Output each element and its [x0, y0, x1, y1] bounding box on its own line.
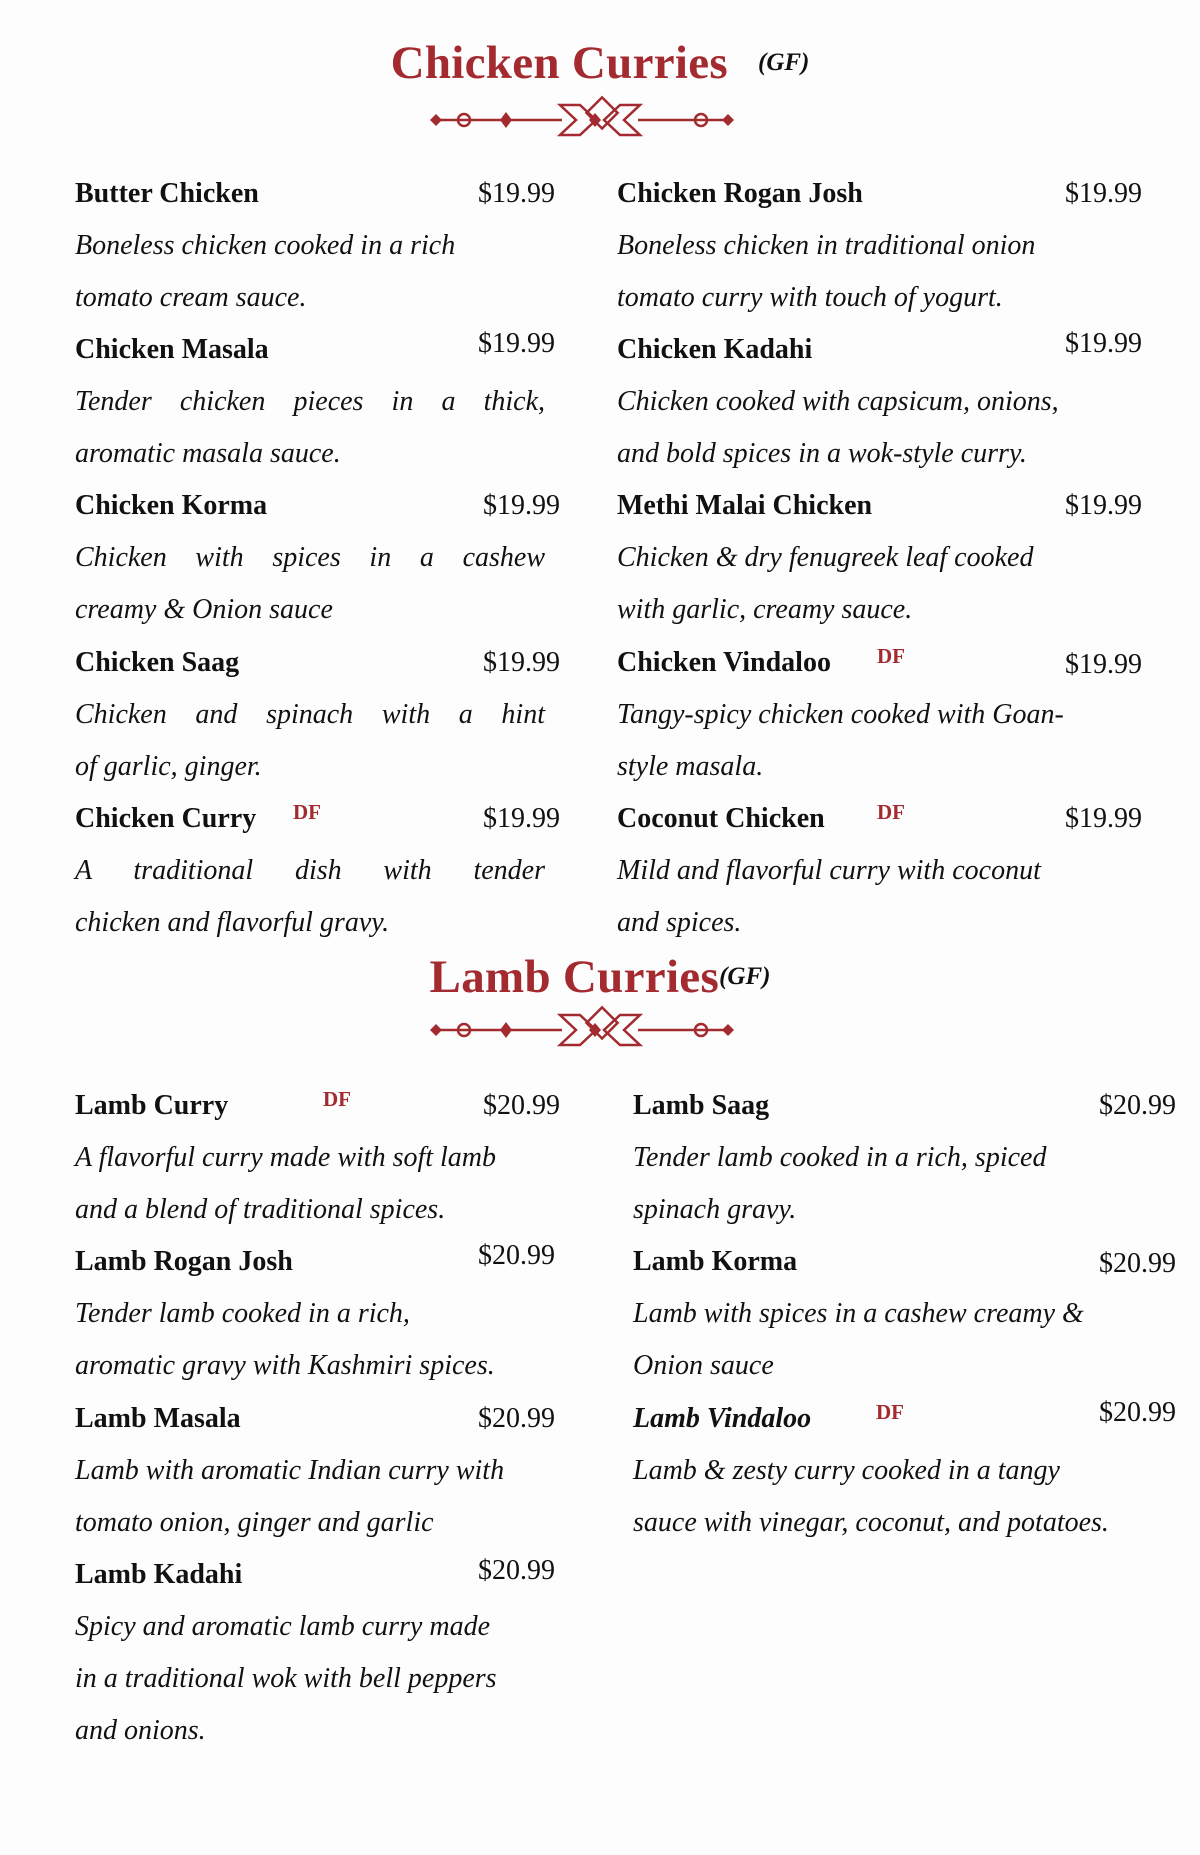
item-price: $20.99 [478, 1555, 555, 1586]
item-description: creamy & Onion sauce [75, 594, 333, 625]
item-description: style masala. [617, 751, 764, 782]
item-price: $19.99 [1065, 328, 1142, 359]
menu-item-chicken-saag [75, 637, 585, 793]
item-description: tomato cream sauce. [75, 282, 307, 313]
chicken-section-title: Chicken Curries [390, 37, 728, 89]
item-name: Chicken Curry [75, 803, 257, 834]
menu-item-lamb-masala [75, 1393, 585, 1549]
item-description: tomato onion, ginger and garlic [75, 1507, 434, 1538]
item-name: Lamb Korma [633, 1246, 798, 1277]
item-name: Chicken Saag [75, 647, 240, 678]
item-description: and spices. [617, 907, 742, 938]
item-name: Chicken Masala [75, 334, 269, 365]
item-description: Tangy-spicy chicken cooked with Goan- [617, 699, 1064, 730]
item-price: $19.99 [1065, 803, 1142, 834]
item-description: spinach gravy. [633, 1194, 797, 1225]
dairy-free-badge: DF [323, 1087, 351, 1111]
item-description: Boneless chicken cooked in a rich [75, 230, 456, 261]
item-description: of garlic, ginger. [75, 751, 262, 782]
item-name: Butter Chicken [75, 178, 259, 209]
menu-item-lamb-kadahi [75, 1549, 585, 1757]
item-price: $19.99 [1065, 178, 1142, 209]
item-price: $20.99 [478, 1403, 555, 1434]
item-description: Tender lamb cooked in a rich, [75, 1298, 410, 1329]
lamb-section-header [0, 950, 1200, 1004]
item-price: $20.99 [1099, 1090, 1176, 1121]
item-price: $19.99 [483, 803, 560, 834]
item-name: Methi Malai Chicken [617, 490, 873, 521]
item-description: Boneless chicken in traditional onion [617, 230, 1036, 261]
item-description: Lamb with aromatic Indian curry with [75, 1455, 505, 1486]
item-name: Coconut Chicken [617, 803, 825, 834]
item-description: and onions. [75, 1715, 206, 1746]
item-description: A flavorful curry made with soft lamb [75, 1142, 497, 1173]
dairy-free-badge: DF [877, 800, 905, 824]
item-name: Chicken Korma [75, 490, 268, 521]
menu-item-methi-malai-chicken [617, 480, 1142, 636]
item-name: Chicken Rogan Josh [617, 178, 863, 209]
menu-item-coconut-chicken [617, 793, 1142, 949]
item-name: Lamb Saag [633, 1090, 770, 1121]
item-price: $19.99 [483, 490, 560, 521]
diamond-divider-icon [0, 95, 1200, 145]
lamb-section-title: Lamb Curries [429, 951, 720, 1003]
dairy-free-badge: DF [877, 644, 905, 668]
item-description: Lamb & zesty curry cooked in a tangy [633, 1455, 1060, 1486]
menu-item-lamb-vindaloo [633, 1393, 1176, 1549]
item-description: and bold spices in a wok-style curry. [617, 438, 1027, 469]
item-name: Lamb Curry [75, 1090, 229, 1121]
item-description: with garlic, creamy sauce. [617, 594, 913, 625]
item-name: Chicken Kadahi [617, 334, 813, 365]
lamb-gf-tag: (GF) [719, 963, 771, 990]
item-price: $19.99 [1065, 490, 1142, 521]
item-description: Tender lamb cooked in a rich, spiced [633, 1142, 1047, 1173]
menu-item-chicken-korma [75, 480, 585, 636]
dairy-free-badge: DF [876, 1400, 904, 1424]
menu-item-lamb-rogan-josh [75, 1236, 585, 1392]
item-description: Onion sauce [633, 1350, 774, 1381]
menu-item-chicken-kadahi [617, 324, 1142, 480]
item-description: Tender chicken pieces in a thick, [75, 386, 545, 417]
item-description: Lamb with spices in a cashew creamy & [633, 1298, 1084, 1329]
item-name: Lamb Kadahi [75, 1559, 243, 1590]
menu-item-chicken-curry [75, 793, 585, 949]
item-description: and a blend of traditional spices. [75, 1194, 446, 1225]
item-price: $20.99 [1099, 1397, 1176, 1428]
item-name: Lamb Masala [75, 1403, 241, 1434]
chicken-gf-tag: (GF) [758, 49, 810, 76]
item-description: in a traditional wok with bell peppers [75, 1663, 497, 1694]
menu-item-chicken-masala [75, 324, 585, 480]
item-price: $19.99 [478, 328, 555, 359]
item-name: Chicken Vindaloo [617, 647, 831, 678]
menu-item-lamb-korma [633, 1236, 1176, 1392]
diamond-divider-icon [0, 1005, 1200, 1055]
item-description: sauce with vinegar, coconut, and potatoes. [633, 1507, 1109, 1538]
chicken-section-header [0, 36, 1200, 90]
item-description: Chicken and spinach with a hint [75, 699, 545, 730]
menu-item-butter-chicken [75, 168, 585, 324]
item-name: Lamb Rogan Josh [75, 1246, 293, 1277]
item-price: $20.99 [1099, 1248, 1176, 1279]
item-price: $20.99 [478, 1240, 555, 1271]
item-price: $19.99 [478, 178, 555, 209]
dairy-free-badge: DF [293, 800, 321, 824]
item-description: A traditional dish with tender [75, 855, 545, 886]
item-price: $19.99 [483, 647, 560, 678]
menu-item-lamb-saag [633, 1080, 1176, 1236]
item-description: tomato curry with touch of yogurt. [617, 282, 1003, 313]
item-description: aromatic masala sauce. [75, 438, 341, 469]
item-description: Chicken with spices in a cashew [75, 542, 545, 573]
item-description: Chicken cooked with capsicum, onions, [617, 386, 1059, 417]
item-price: $20.99 [483, 1090, 560, 1121]
menu-item-lamb-curry [75, 1080, 585, 1236]
item-description: Spicy and aromatic lamb curry made [75, 1611, 490, 1642]
item-name: Lamb Vindaloo [633, 1403, 812, 1434]
item-description: aromatic gravy with Kashmiri spices. [75, 1350, 495, 1381]
menu-item-chicken-vindaloo [617, 637, 1142, 793]
menu-item-chicken-rogan-josh [617, 168, 1142, 324]
item-price: $19.99 [1065, 649, 1142, 680]
item-description: chicken and flavorful gravy. [75, 907, 390, 938]
item-description: Mild and flavorful curry with coconut [617, 855, 1041, 886]
item-description: Chicken & dry fenugreek leaf cooked [617, 542, 1034, 573]
